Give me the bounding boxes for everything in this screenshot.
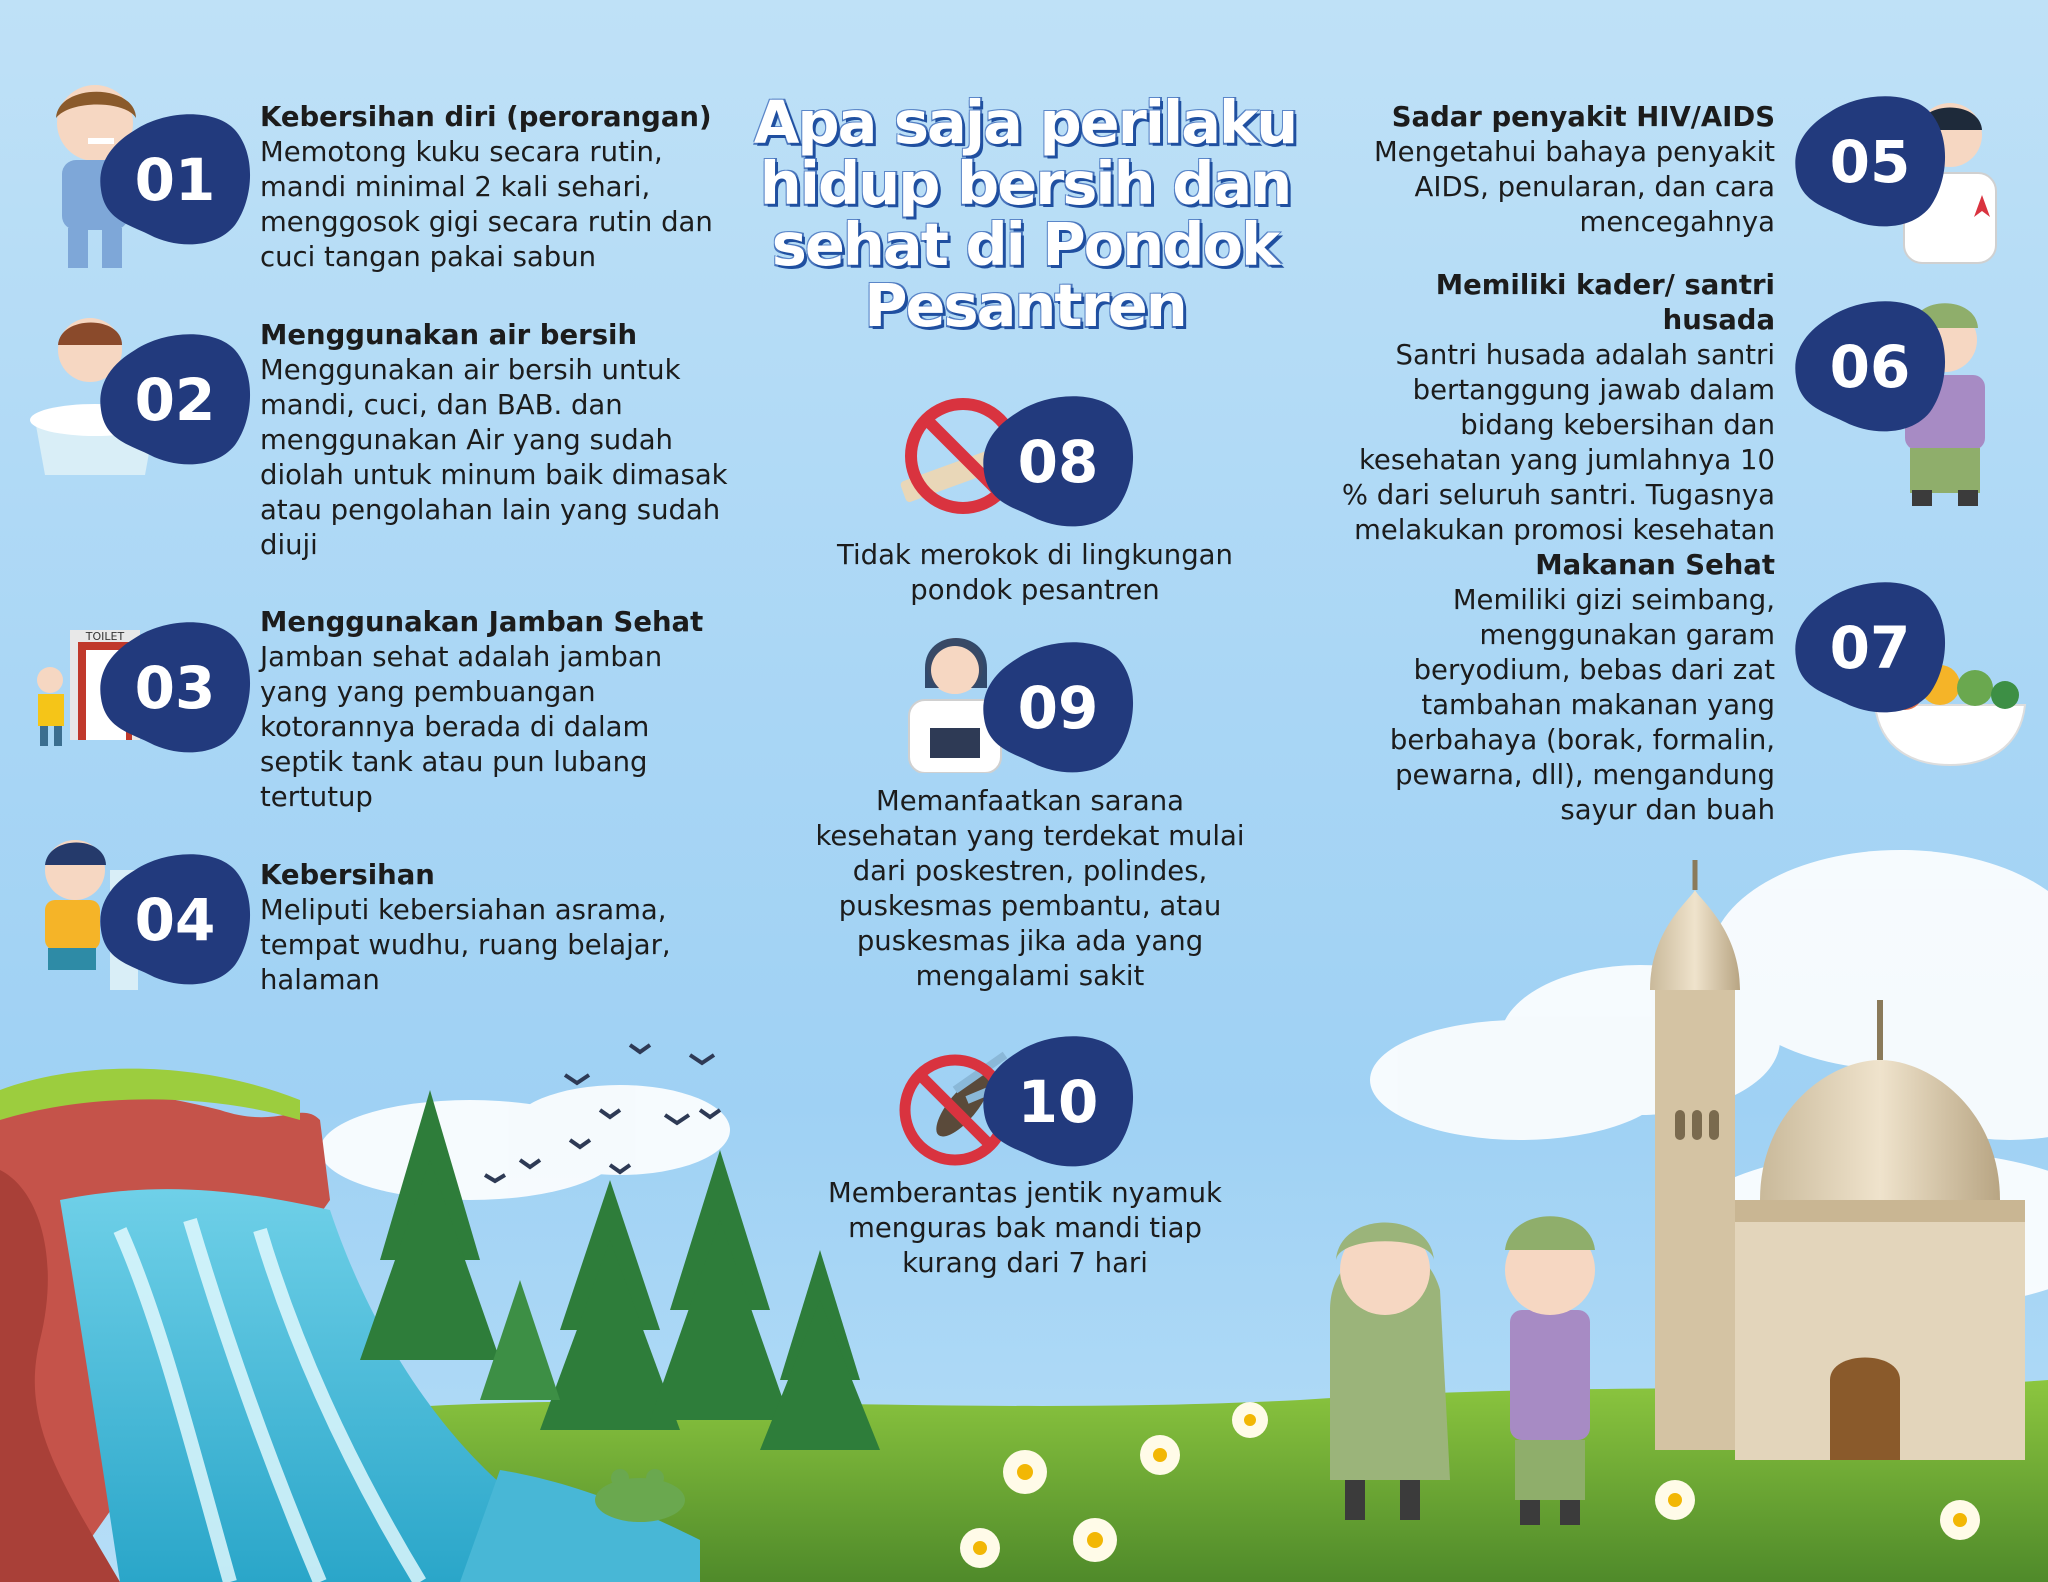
item-body: Memiliki gizi seimbang, menggunakan garam beryodium, bebas dari zat tambahan makanan yang berbahaya (borak, formalin, pewarna, dll), mengandung sayur dan buah xyxy=(1389,584,1775,826)
badge-number: 09 xyxy=(1017,674,1099,742)
svg-text:TOILET: TOILET xyxy=(85,630,125,643)
number-badge xyxy=(1790,578,1950,718)
item-body: Memberantas jentik nyamuk menguras bak mandi tiap kurang dari 7 hari xyxy=(828,1177,1222,1279)
item-body: Santri husada adalah santri bertanggung jawab dalam bidang kebersihan dan kesehatan yang jumlahnya 10 % dari seluruh santri. Tugasnya melakukan promosi kesehatan xyxy=(1341,339,1775,546)
item-body: Menggunakan air bersih untuk mandi, cuci, dan BAB. dan menggunakan Air yang sudah diolah untuk minum baik dimasak atau pengolahan lain yang sudah diuji xyxy=(260,354,728,561)
item-body: Memotong kuku secara rutin, mandi minimal 2 kali sehari, menggosok gigi secara rutin dan cuci tangan pakai sabun xyxy=(260,136,713,273)
item-heading: Menggunakan air bersih xyxy=(260,319,638,351)
item-text-block xyxy=(1335,548,1775,828)
item-body: Jamban sehat adalah jamban yang yang pembuangan kotorannya berada di dalam septik tank atau pun lubang tertutup xyxy=(260,641,663,813)
number-badge xyxy=(978,392,1138,532)
item-body: Meliputi kebersiahan asrama, tempat wudhu, ruang belajar, halaman xyxy=(260,894,671,996)
item-heading: Memiliki kader/ santri husada xyxy=(1435,269,1775,336)
item-text-block xyxy=(260,605,730,815)
number-badge xyxy=(95,618,255,758)
number-badge xyxy=(95,330,255,470)
badge-number: 10 xyxy=(1017,1068,1099,1136)
item-text-block xyxy=(260,100,730,275)
badge-number: 06 xyxy=(1829,333,1911,401)
item-text-block xyxy=(260,318,730,563)
badge-number: 01 xyxy=(134,146,216,214)
badge-number: 04 xyxy=(134,886,216,954)
item-heading: Kebersihan diri (perorangan) xyxy=(260,101,712,133)
number-badge xyxy=(95,850,255,990)
badge-number: 02 xyxy=(134,366,216,434)
number-badge xyxy=(1790,92,1950,232)
item-text-block xyxy=(810,784,1250,994)
item-heading: Sadar penyakit HIV/AIDS xyxy=(1391,101,1775,133)
badge-number: 03 xyxy=(134,654,216,722)
number-badge xyxy=(95,110,255,250)
item-heading: Kebersihan xyxy=(260,859,435,891)
item-body: Mengetahui bahaya penyakit AIDS, penularan, dan cara mencegahnya xyxy=(1373,136,1775,238)
item-text-block xyxy=(1335,268,1775,548)
item-body: Memanfaatkan sarana kesehatan yang terdekat mulai dari poskestren, polindes, puskesmas pembantu, atau puskesmas jika ada yang mengalami sakit xyxy=(815,785,1245,992)
number-badge xyxy=(1790,297,1950,437)
badge-number: 08 xyxy=(1017,428,1099,496)
item-heading: Menggunakan Jamban Sehat xyxy=(260,606,704,638)
item-text-block xyxy=(1335,100,1775,240)
item-text-block xyxy=(805,1176,1245,1281)
item-text-block xyxy=(260,858,730,998)
item-text-block xyxy=(815,538,1255,608)
item-heading: Makanan Sehat xyxy=(1535,549,1775,581)
badge-number: 05 xyxy=(1829,128,1911,196)
item-body: Tidak merokok di lingkungan pondok pesantren xyxy=(837,539,1233,606)
badge-number: 07 xyxy=(1829,614,1911,682)
number-badge xyxy=(978,1032,1138,1172)
number-badge xyxy=(978,638,1138,778)
page-title: Apa saja perilaku hidup bersih dan sehat di Pondok Pesantren xyxy=(753,88,1297,340)
